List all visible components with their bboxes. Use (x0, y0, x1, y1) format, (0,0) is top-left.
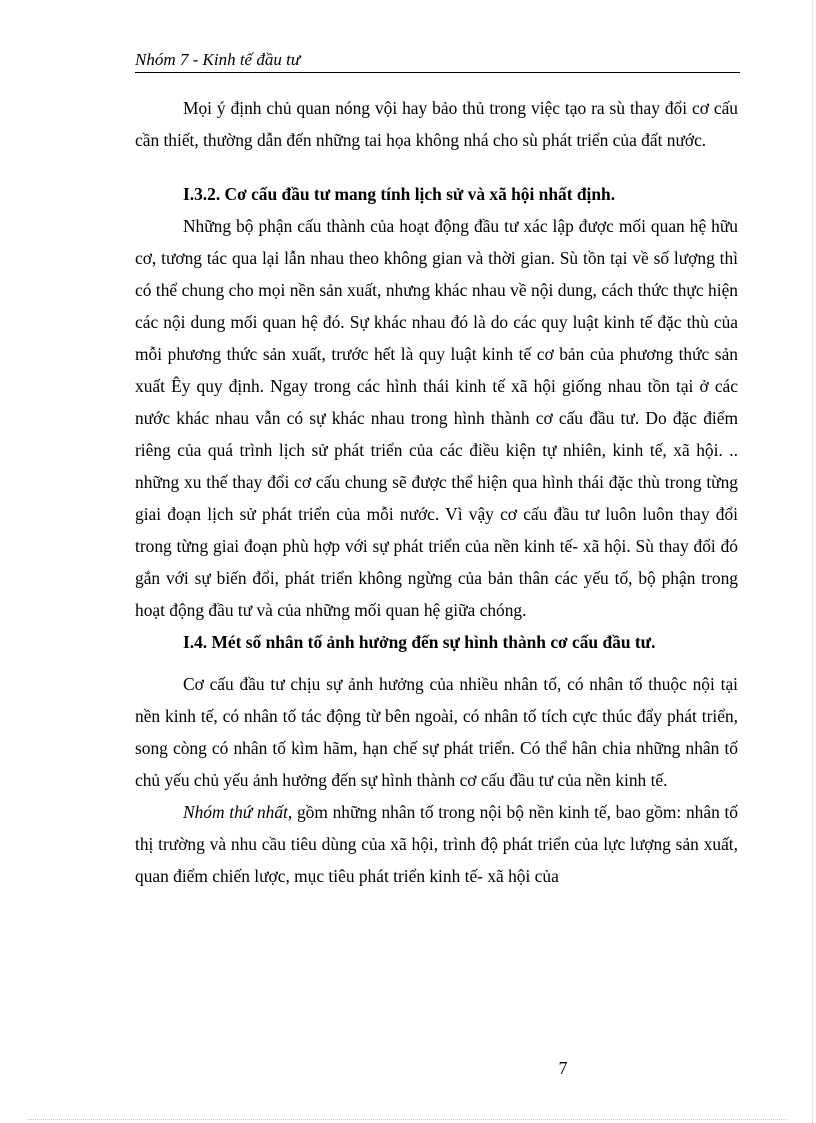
paragraph-intro: Mọi ý định chủ quan nóng vội hay bảo thủ trong việc tạo ra sù thay đổi cơ cấu cần thiết, thường dẫn đến những tai họa không nhá cho sù phát triển của đất nước. (135, 98, 738, 150)
group-one-label: Nhóm thứ nhất (183, 802, 288, 822)
bottom-divider (28, 1119, 788, 1120)
group-one-text: , gồm những nhân tố trong nội bộ nền kinh tế, bao gồm: nhân tố thị trường và nhu cầu tiêu dùng của xã hội, trình độ phát triển của lực lượng sản xuất, quan điểm chiến lược, mục tiêu phát triển kinh tế- xã hội của (135, 802, 738, 886)
paragraph-history: Những bộ phận cấu thành của hoạt động đầu tư xác lập được mối quan hệ hữu cơ, tương tác qua lại lẫn nhau theo không gian và thời gian. Sù tồn tại về số lượng thì có thể chung cho mọi nền sản xuất, nhưng khác nhau về nội dung, cách thức thực hiện các nội dung mối quan hệ đó. Sự khác nhau đó là do các quy luật kinh tế đặc thù của mỗi phương thức sản xuất, trước hết là quy luật kinh tế cơ bản của phương thức sản xuất Êy quy định. Ngay trong các hình thái kinh tế xã hội giống nhau tồn tại ở các nước khác nhau vẫn có sự khác nhau trong hình thành cơ cấu đầu tư. Do đặc điểm riêng của quá trình lịch sử phát triển của các điều kiện tự nhiên, kinh tế, xã hội. .. những xu thế thay đổi cơ cấu chung sẽ được thể hiện qua hình thái đặc thù trong từng giai đoạn lịch sử phát triển của mỗi nước. Vì vậy cơ cấu đầu tư luôn luôn thay đổi trong từng giai đoạn phù hợp với sự phát triển của nền kinh tế- xã hội. Sù thay đổi đó gắn với sự biến đổi, phát triển không ngừng của bản thân các yếu tố, bộ phận trong hoạt động đầu tư và của những mối quan hệ giữa chóng. (135, 216, 738, 620)
page-body (135, 92, 738, 892)
paragraph-factors: Cơ cấu đầu tư chịu sự ảnh hưởng của nhiều nhân tố, có nhân tố thuộc nội tại nền kinh tế, có nhân tố tác động từ bên ngoài, có nhân tố tích cực thúc đẩy phát triển, song còng có nhân tố kìm hãm, hạn chế sự phát triển. Có thể hân chia những nhân tố chủ yếu chủ yếu ảnh hưởng đến sự hình thành cơ cấu đầu tư của nền kinh tế. (135, 674, 738, 790)
page-number: 7 (558, 1058, 568, 1078)
section-heading-1-3-2: I.3.2. Cơ cấu đầu tư mang tính lịch sử và xã hội nhất định. (183, 184, 616, 204)
section-heading-1-4: I.4. Mét số nhân tố ảnh hưởng đến sự hình thành cơ cấu đầu tư. (183, 632, 656, 652)
right-edge-divider (812, 0, 813, 1123)
running-header: Nhóm 7 - Kinh tế đầu tư (135, 50, 740, 73)
paragraph-group-one (135, 796, 738, 892)
